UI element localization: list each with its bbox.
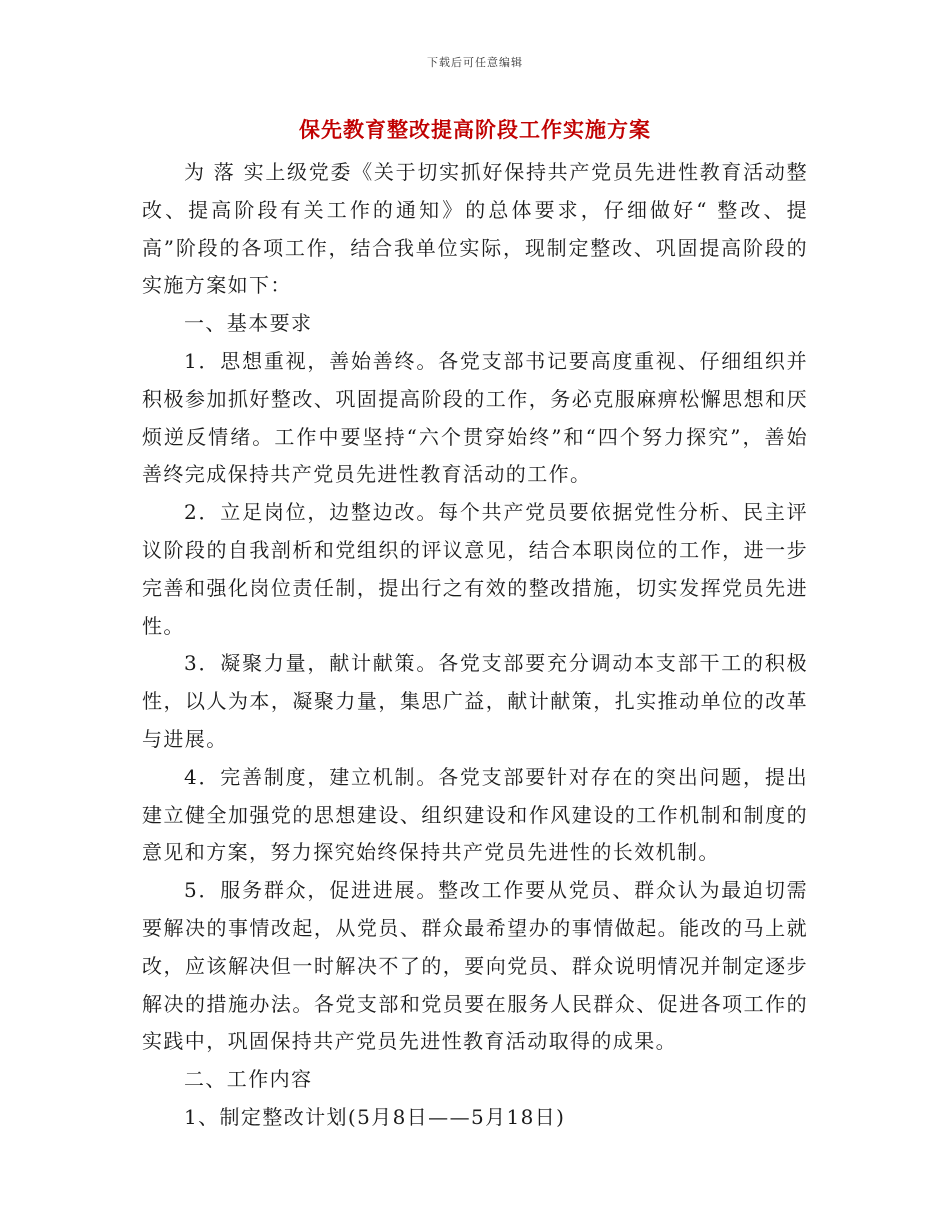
paragraph-item-3: 3．凝聚力量，献计献策。各党支部要充分调动本支部干工的积极性，以人为本，凝聚力量，集思广益，献计献策，扎实推动单位的改革与进展。: [142, 651, 808, 751]
document-body: [142, 154, 808, 1137]
paragraph-intro: 为 落 实上级党委《关于切实抓好保持共产党员先进性教育活动整改、提高阶段有关工作的通知》的总体要求，仔细做好“ 整改、提高”阶段的各项工作，结合我单位实际，现制定整改、巩固提高阶段的实施方案如下：: [142, 160, 808, 298]
paragraph-item-5: 5．服务群众，促进进展。整改工作要从党员、群众认为最迫切需要解决的事情改起，从党员、群众最希望办的事情做起。能改的马上就改，应该解决但一时解决不了的，要向党员、群众说明情况并制定逐步解决的措施办法。各党支部和党员要在服务人民群众、促进各项工作的实践中，巩固保持共产党员先进性教育活动取得的成果。: [142, 878, 808, 1054]
paragraph-work-item-1: 1、制定整改计划(5月8日——5月18日): [184, 1104, 566, 1129]
section-heading-work-content: 二、工作内容: [184, 1067, 313, 1092]
document-title: 保先教育整改提高阶段工作实施方案: [299, 117, 651, 142]
header-note: 下载后可任意编辑: [427, 56, 523, 69]
paragraph-item-1: 1．思想重视，善始善终。各党支部书记要高度重视、仔细组织并积极参加抓好整改、巩固提高阶段的工作，务必克服麻痹松懈思想和厌烦逆反情绪。工作中要坚持“六个贯穿始终”和“四个努力探究”，善始善终完成保持共产党员先进性教育活动的工作。: [142, 348, 808, 487]
paragraph-item-4: 4．完善制度，建立机制。各党支部要针对存在的突出问题，提出建立健全加强党的思想建设、组织建设和作风建设的工作机制和制度的意见和方案，努力探究始终保持共产党员先进性的长效机制。: [142, 764, 808, 865]
section-heading-basic-requirements: 一、基本要求: [184, 311, 313, 336]
paragraph-item-2: 2．立足岗位，边整边改。每个共产党员要依据党性分析、民主评议阶段的自我剖析和党组织的评议意见，结合本职岗位的工作，进一步完善和强化岗位责任制，提出行之有效的整改措施，切实发挥党员先进性。: [142, 500, 808, 638]
